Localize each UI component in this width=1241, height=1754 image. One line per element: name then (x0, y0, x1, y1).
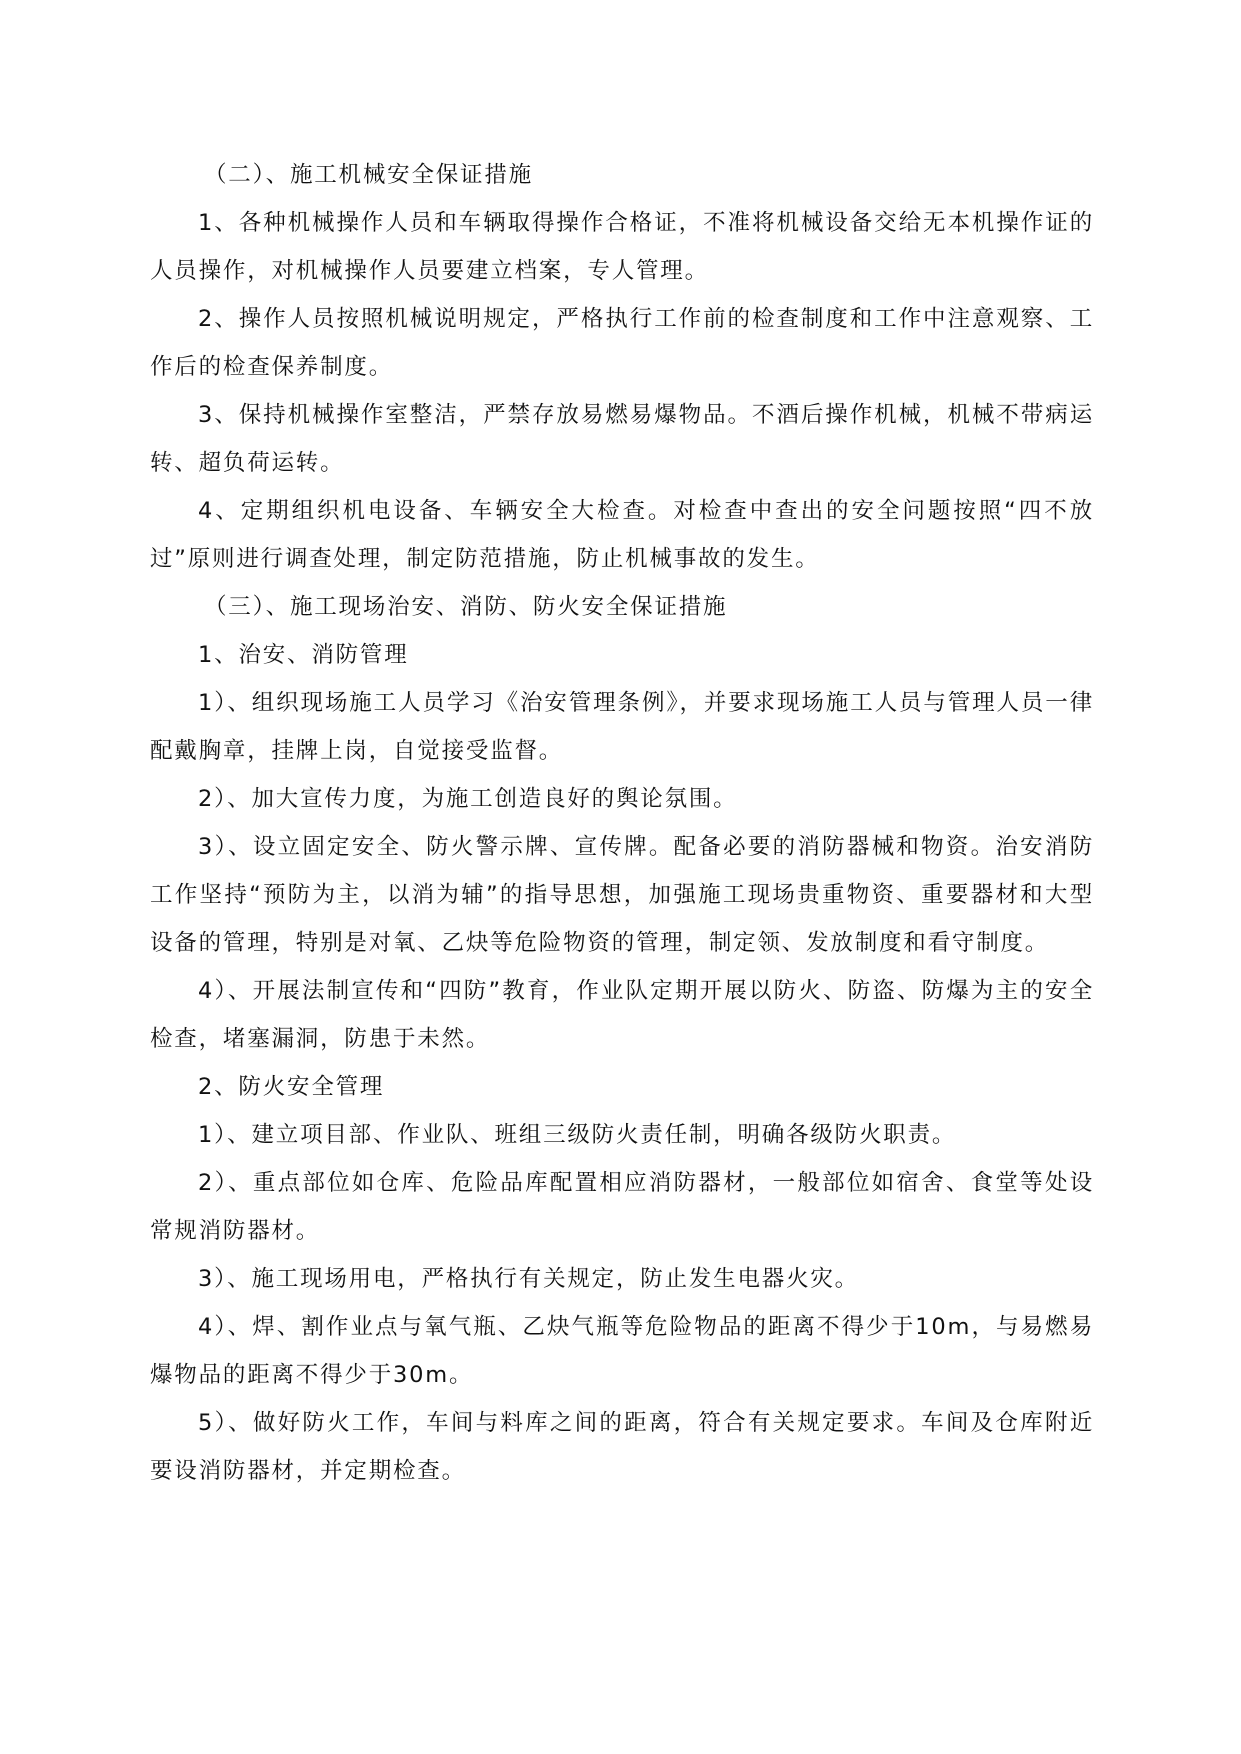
paragraph: 4）、开展法制宣传和“四防”教育，作业队定期开展以防火、防盗、防爆为主的安全检查，堵塞漏洞，防患于未然。 (150, 978, 1094, 1052)
paragraph: 2）、重点部位如仓库、危险品库配置相应消防器材，一般部位如宿舍、食堂等处设常规消防器材。 (150, 1170, 1094, 1244)
paragraph: 3、保持机械操作室整洁，严禁存放易燃易爆物品。不酒后操作机械，机械不带病运转、超负荷运转。 (150, 402, 1094, 476)
paragraph: 1）、建立项目部、作业队、班组三级防火责任制，明确各级防火职责。 (198, 1122, 957, 1148)
subsection-heading-security-fire: 1、治安、消防管理 (198, 642, 409, 668)
paragraph: 3）、施工现场用电，严格执行有关规定，防止发生电器火灾。 (198, 1266, 859, 1292)
section-heading-site-security: （三）、施工现场治安、消防、防火安全保证措施 (204, 594, 728, 620)
paragraph: 1）、组织现场施工人员学习《治安管理条例》，并要求现场施工人员与管理人员一律配戴胸章，挂牌上岗，自觉接受监督。 (150, 690, 1094, 764)
paragraph: 4、定期组织机电设备、车辆安全大检查。对检查中查出的安全问题按照“四不放过”原则进行调查处理，制定防范措施，防止机械事故的发生。 (150, 498, 1094, 572)
paragraph: 4）、焊、割作业点与氧气瓶、乙炔气瓶等危险物品的距离不得少于10m，与易燃易爆物品的距离不得少于30m。 (150, 1314, 1094, 1388)
paragraph: 5）、做好防火工作，车间与料库之间的距离，符合有关规定要求。车间及仓库附近要设消防器材，并定期检查。 (150, 1410, 1094, 1484)
subsection-heading-fire-safety: 2、防火安全管理 (198, 1074, 385, 1100)
paragraph: 2、操作人员按照机械说明规定，严格执行工作前的检查制度和工作中注意观察、工作后的检查保养制度。 (150, 306, 1094, 380)
paragraph: 3）、设立固定安全、防火警示牌、宣传牌。配备必要的消防器械和物资。治安消防工作坚持“预防为主，以消为辅”的指导思想，加强施工现场贵重物资、重要器材和大型设备的管理，特别是对氧、乙炔等危险物资的管理，制定领、发放制度和看守制度。 (150, 834, 1094, 956)
document-body (150, 151, 1094, 1495)
section-heading-machinery: （二）、施工机械安全保证措施 (204, 162, 533, 188)
paragraph: 1、各种机械操作人员和车辆取得操作合格证，不准将机械设备交给无本机操作证的人员操作，对机械操作人员要建立档案，专人管理。 (150, 210, 1094, 284)
paragraph: 2）、加大宣传力度，为施工创造良好的舆论氛围。 (198, 786, 738, 812)
